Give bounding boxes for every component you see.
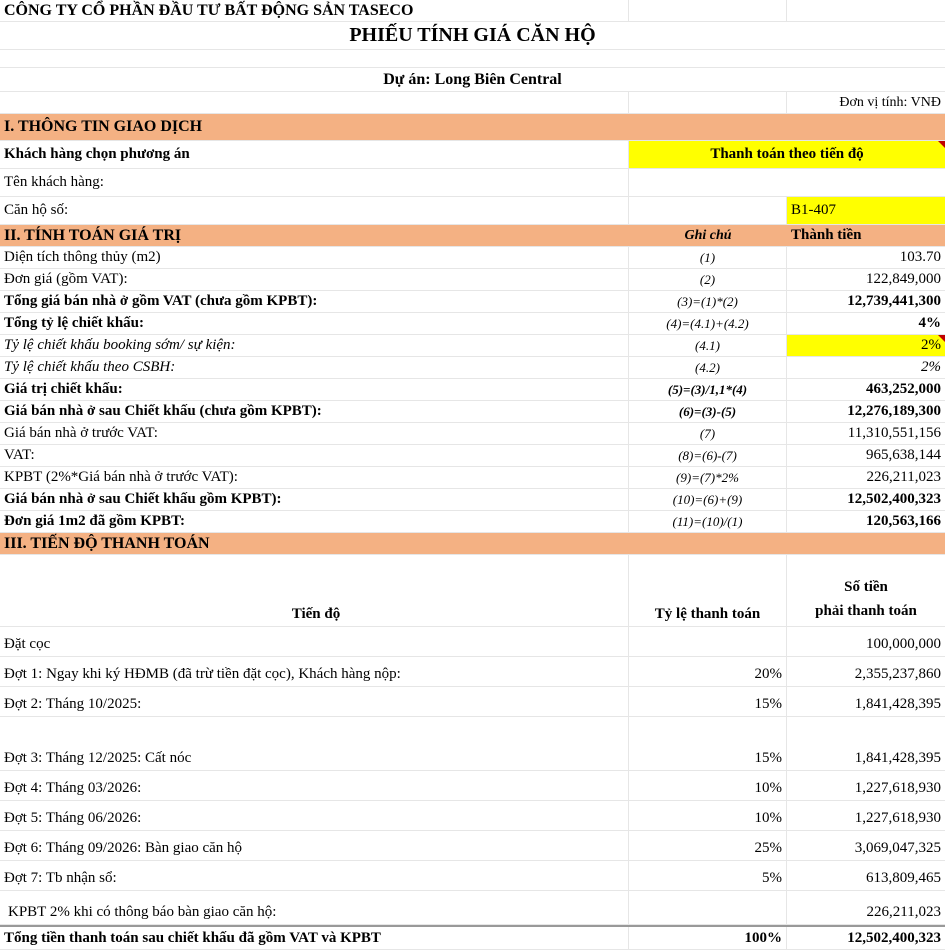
- calc-note: (1): [629, 247, 787, 268]
- amount-column-header: Thành tiền: [791, 227, 862, 243]
- calc-value: 4%: [918, 315, 941, 331]
- calc-value: 12,276,189,300: [847, 403, 941, 419]
- plan-row: [0, 141, 945, 169]
- schedule-rate: 25%: [629, 831, 787, 860]
- calc-note: (2): [629, 269, 787, 290]
- total-row: [0, 925, 945, 950]
- calc-note: (9)=(7)*2%: [629, 467, 787, 488]
- calc-row: [0, 401, 945, 423]
- schedule-row: [0, 687, 945, 717]
- calc-label: Giá bán nhà ở sau Chiết khấu gồm KPBT):: [0, 489, 629, 510]
- schedule-row: [0, 831, 945, 861]
- empty-cell[interactable]: [629, 197, 787, 224]
- section-2-header: [0, 225, 945, 247]
- calc-row: [0, 489, 945, 511]
- schedule-row: [0, 657, 945, 687]
- schedule-label: Đợt 5: Tháng 06/2026:: [0, 801, 629, 830]
- calc-row: [0, 445, 945, 467]
- calc-value: 122,849,000: [866, 271, 941, 287]
- apartment-number-input[interactable]: B1-407: [787, 197, 945, 224]
- calc-value: 226,211,023: [866, 469, 941, 485]
- project-row: [0, 68, 945, 92]
- schedule-rate: 15%: [629, 717, 787, 770]
- company-name: CÔNG TY CỔ PHẦN ĐẦU TƯ BẤT ĐỘNG SẢN TASECO: [0, 0, 629, 21]
- calc-row: [0, 247, 945, 269]
- calc-label: Giá trị chiết khấu:: [0, 379, 629, 400]
- apartment-row: [0, 197, 945, 225]
- schedule-row: [0, 801, 945, 831]
- schedule-amount: 3,069,047,325: [854, 840, 941, 856]
- rate-column-header: Tỷ lệ thanh toán: [629, 555, 787, 626]
- schedule-label: Đặt cọc: [0, 627, 629, 656]
- calc-value: 965,638,144: [866, 447, 941, 463]
- calc-row: [0, 379, 945, 401]
- progress-column-header: Tiến độ: [0, 555, 629, 626]
- currency-unit: Đơn vị tính: VNĐ: [839, 94, 941, 110]
- schedule-row: [0, 717, 945, 771]
- total-rate: 100%: [629, 927, 787, 949]
- calc-label: Tỷ lệ chiết khấu booking sớm/ sự kiện:: [0, 335, 629, 356]
- calc-label: Giá bán nhà ở sau Chiết khấu (chưa gồm KPBT):: [0, 401, 629, 422]
- calc-value: 12,502,400,323: [847, 491, 941, 507]
- calc-row: [0, 291, 945, 313]
- calc-value: 120,563,166: [866, 513, 941, 529]
- document-title: PHIẾU TÍNH GIÁ CĂN HỘ: [349, 24, 596, 46]
- calc-value: 11,310,551,156: [847, 425, 941, 441]
- schedule-label: Đợt 7: Tb nhận sổ:: [0, 861, 629, 890]
- customer-label: Tên khách hàng:: [0, 169, 629, 196]
- calc-note: (5)=(3)/1,1*(4): [629, 379, 787, 400]
- schedule-label: KPBT 2% khi có thông báo bàn giao căn hộ:: [0, 891, 629, 924]
- customer-name-input[interactable]: [629, 169, 945, 196]
- calc-note: (11)=(10)/(1): [629, 511, 787, 532]
- calc-note: (6)=(3)-(5): [629, 401, 787, 422]
- calc-label: KPBT (2%*Giá bán nhà ở trước VAT):: [0, 467, 629, 488]
- schedule-rate: 20%: [629, 657, 787, 686]
- schedule-rate: 15%: [629, 687, 787, 716]
- company-row: [0, 0, 945, 22]
- calc-note: (10)=(6)+(9): [629, 489, 787, 510]
- section-3-header: [0, 533, 945, 555]
- schedule-amount: 613,809,465: [866, 870, 941, 886]
- apartment-label: Căn hộ số:: [0, 197, 629, 224]
- note-column-header: Ghi chú: [684, 227, 732, 243]
- project-name: Dự án: Long Biên Central: [383, 70, 562, 88]
- calc-label: VAT:: [0, 445, 629, 466]
- schedule-rate: [629, 891, 787, 924]
- schedule-amount: 1,841,428,395: [854, 696, 941, 712]
- schedule-label: Đợt 1: Ngay khi ký HĐMB (đã trừ tiền đặt cọc), Khách hàng nộp:: [0, 657, 629, 686]
- section-1-header: [0, 114, 945, 141]
- schedule-amount: 1,227,618,930: [854, 810, 941, 826]
- schedule-amount: 100,000,000: [866, 636, 941, 652]
- calc-row: [0, 313, 945, 335]
- calc-row: [0, 357, 945, 379]
- plan-select[interactable]: Thanh toán theo tiến độ: [629, 141, 945, 168]
- plan-label: Khách hàng chọn phương án: [0, 141, 629, 168]
- schedule-amount: 226,211,023: [866, 904, 941, 920]
- schedule-row: [0, 771, 945, 801]
- blank-row: [0, 50, 945, 68]
- calc-row: [0, 335, 945, 357]
- calc-value: 12,739,441,300: [847, 293, 941, 309]
- calc-row: [0, 511, 945, 533]
- schedule-label: Đợt 4: Tháng 03/2026:: [0, 771, 629, 800]
- calc-value[interactable]: 2%: [787, 335, 945, 356]
- empty-cell[interactable]: [0, 92, 629, 113]
- payable-header-line-1: Số tiền: [844, 579, 888, 595]
- empty-cell[interactable]: [629, 0, 787, 21]
- calc-label: Tổng giá bán nhà ở gồm VAT (chưa gồm KPBT):: [0, 291, 629, 312]
- schedule-rate: 10%: [629, 771, 787, 800]
- calc-note: (7): [629, 423, 787, 444]
- calc-label: Đơn giá (gồm VAT):: [0, 269, 629, 290]
- schedule-amount: 1,227,618,930: [854, 780, 941, 796]
- total-amount: 12,502,400,323: [847, 929, 941, 946]
- unit-row: [0, 92, 945, 114]
- schedule-label: Đợt 3: Tháng 12/2025: Cất nóc: [0, 717, 629, 770]
- schedule-amount: 1,841,428,395: [854, 750, 941, 766]
- schedule-rate: [629, 627, 787, 656]
- calc-label: Diện tích thông thủy (m2): [0, 247, 629, 268]
- calc-note: (8)=(6)-(7): [629, 445, 787, 466]
- empty-cell[interactable]: [629, 92, 787, 113]
- payable-header-line-2: phải thanh toán: [815, 603, 917, 619]
- calc-label: Tỷ lệ chiết khấu theo CSBH:: [0, 357, 629, 378]
- calc-note: (4.1): [629, 335, 787, 356]
- customer-row: [0, 169, 945, 197]
- calc-note: (3)=(1)*(2): [629, 291, 787, 312]
- calc-value: 103.70: [899, 249, 941, 265]
- calc-label: Đơn giá 1m2 đã gồm KPBT:: [0, 511, 629, 532]
- calc-row: [0, 423, 945, 445]
- payable-column-header: [787, 555, 945, 626]
- schedule-label: Đợt 2: Tháng 10/2025:: [0, 687, 629, 716]
- section-2-title: II. TÍNH TOÁN GIÁ TRỊ: [4, 226, 182, 244]
- calc-value: 2%: [921, 359, 941, 375]
- schedule-amount: 2,355,237,860: [854, 666, 941, 682]
- calc-value: 463,252,000: [866, 381, 941, 397]
- schedule-rate: 5%: [629, 861, 787, 890]
- section-1-title: I. THÔNG TIN GIAO DỊCH: [4, 118, 203, 135]
- schedule-header-row: [0, 555, 945, 627]
- calc-row: [0, 467, 945, 489]
- schedule-row: [0, 861, 945, 891]
- schedule-rate: 10%: [629, 801, 787, 830]
- calc-note: (4.2): [629, 357, 787, 378]
- calc-row: [0, 269, 945, 291]
- calc-label: Giá bán nhà ở trước VAT:: [0, 423, 629, 444]
- calc-note: (4)=(4.1)+(4.2): [629, 313, 787, 334]
- empty-cell[interactable]: [787, 0, 945, 21]
- schedule-row: [0, 891, 945, 925]
- schedule-label: Đợt 6: Tháng 09/2026: Bàn giao căn hộ: [0, 831, 629, 860]
- total-label: Tổng tiền thanh toán sau chiết khấu đã gồm VAT và KPBT: [0, 927, 629, 949]
- title-row: [0, 22, 945, 50]
- section-3-title: III. TIẾN ĐỘ THANH TOÁN: [4, 534, 210, 552]
- schedule-row: [0, 627, 945, 657]
- calc-label: Tổng tỷ lệ chiết khấu:: [0, 313, 629, 334]
